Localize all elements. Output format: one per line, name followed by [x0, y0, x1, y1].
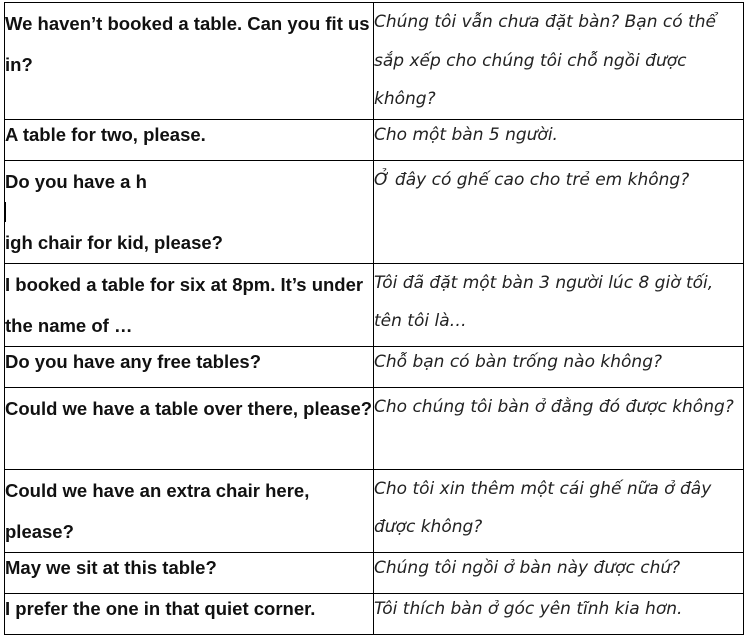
english-phrase: May we sit at this table? [5, 556, 217, 578]
vietnamese-translation-cell[interactable] [374, 160, 744, 263]
vietnamese-translation-cell[interactable] [374, 263, 744, 346]
english-phrase-part: Do you have a h [5, 170, 147, 192]
english-phrase-cell[interactable] [5, 346, 374, 387]
english-phrase: We haven’t booked a table. Can you fit us in? [5, 13, 370, 75]
table-row [5, 3, 744, 120]
vietnamese-translation-cell[interactable] [374, 552, 744, 593]
phrase-table [4, 2, 744, 635]
english-phrase-cell[interactable] [5, 593, 374, 634]
vietnamese-translation: Cho tôi xin thêm một cái ghế nữa ở đây được không? [374, 478, 712, 537]
text-cursor [5, 202, 6, 222]
vietnamese-translation: Tôi đã đặt một bàn 3 người lúc 8 giờ tối, tên tôi là… [374, 272, 714, 331]
english-phrase: Do you have any free tables? [5, 350, 262, 372]
vietnamese-translation-cell[interactable] [374, 593, 744, 634]
vietnamese-translation: Chỗ bạn có bàn trống nào không? [374, 351, 663, 372]
english-phrase-cell[interactable] [5, 552, 374, 593]
table-row [5, 387, 744, 469]
english-phrase: A table for two, please. [5, 123, 206, 145]
vietnamese-translation-cell[interactable] [374, 3, 744, 120]
english-phrase: Could we have an extra chair here, please? [5, 479, 310, 542]
vietnamese-translation-cell[interactable] [374, 469, 744, 552]
vietnamese-translation-cell[interactable] [374, 387, 744, 469]
vietnamese-translation: Tôi thích bàn ở góc yên tĩnh kia hơn. [374, 598, 683, 619]
vietnamese-translation: Cho chúng tôi bàn ở đằng đó được không? [374, 396, 734, 417]
english-phrase-cell[interactable] [5, 3, 374, 120]
english-phrase: I prefer the one in that quiet corner. [5, 597, 316, 619]
table-row [5, 552, 744, 593]
vietnamese-translation: Ở đây có ghế cao cho trẻ em không? [374, 169, 690, 190]
vietnamese-translation: Chúng tôi vẫn chưa đặt bàn? Bạn có thể sắp xếp cho chúng tôi chỗ ngồi được không? [374, 12, 716, 109]
english-phrase-part: igh chair for kid, please? [5, 231, 223, 253]
vietnamese-translation: Chúng tôi ngồi ở bàn này được chứ? [374, 557, 681, 578]
vietnamese-translation-cell[interactable] [374, 346, 744, 387]
english-phrase-cell[interactable] [5, 119, 374, 160]
table-row [5, 119, 744, 160]
english-phrase-cell[interactable] [5, 469, 374, 552]
table-row [5, 160, 744, 263]
english-phrase-cell[interactable] [5, 387, 374, 469]
table-row [5, 346, 744, 387]
english-phrase-cell[interactable] [5, 263, 374, 346]
english-phrase: I booked a table for six at 8pm. It’s under the name of … [5, 273, 364, 336]
table-row [5, 469, 744, 552]
english-phrase: Could we have a table over there, please? [5, 397, 373, 419]
table-row [5, 593, 744, 634]
english-phrase-cell[interactable] [5, 160, 374, 263]
vietnamese-translation-cell[interactable] [374, 119, 744, 160]
english-phrase [5, 161, 373, 263]
vietnamese-translation: Cho một bàn 5 người. [374, 124, 558, 145]
table-row [5, 263, 744, 346]
